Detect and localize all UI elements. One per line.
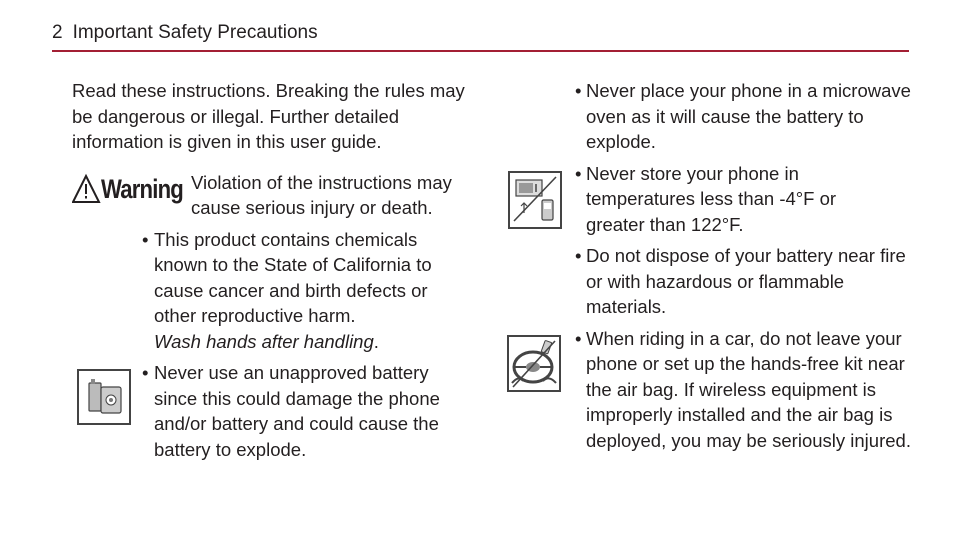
bullet-dot: •	[142, 228, 149, 250]
bullet-text: Never use an unapproved battery since this could damage the phone and/or battery and could cause the battery to explode.	[154, 362, 440, 460]
list-item	[575, 161, 886, 238]
list-item	[575, 78, 916, 155]
bullet-text: Never place your phone in a microwave oven as it will cause the battery to explode.	[586, 80, 911, 152]
warning-label	[72, 172, 187, 208]
list-item	[142, 227, 474, 355]
bullet-dot: •	[575, 80, 582, 101]
list-item	[575, 243, 916, 320]
left-column	[72, 78, 482, 462]
airbag-steering-icon	[507, 335, 561, 392]
bullet-text: This product contains chemicals known to the State of California to cause cancer and birth defects or other reproductive harm.	[154, 228, 432, 326]
list-item	[575, 326, 916, 454]
bullet-dot: •	[575, 327, 582, 349]
bullet-dot: •	[575, 245, 582, 266]
bullet-dot: •	[142, 362, 149, 383]
right-column	[505, 78, 915, 453]
bullet-text: When riding in a car, do not leave your phone or set up the hands-free kit near the air bag. If wireless equipment is improperly installed and the air bag is deployed, you may be seriously injured.	[586, 327, 911, 451]
bullet-end: .	[373, 330, 379, 352]
battery-phone-icon	[77, 369, 131, 425]
page-title: Important Safety Precautions	[72, 22, 318, 43]
warning-text: Violation of the instructions may cause serious injury or death.	[191, 171, 452, 218]
bullet-dot: •	[575, 162, 582, 184]
bullet-text: Never store your phone in temperatures less than -4°F or greater than 122°F.	[586, 162, 837, 235]
bullet-emphasis: Wash hands after handling	[154, 330, 374, 352]
list-item	[142, 360, 474, 462]
warning-block	[72, 170, 482, 222]
intro-paragraph: Read these instructions. Breaking the rules may be dangerous or illegal. Further detailed information is given in this user guide.	[72, 80, 465, 152]
warning-word: Warning	[101, 173, 183, 204]
page-header	[52, 20, 909, 52]
bullet-text: Do not dispose of your battery near fire or with hazardous or flammable materials.	[586, 245, 906, 317]
microwave-phone-icon	[508, 171, 562, 229]
page-number: 2	[52, 22, 63, 43]
